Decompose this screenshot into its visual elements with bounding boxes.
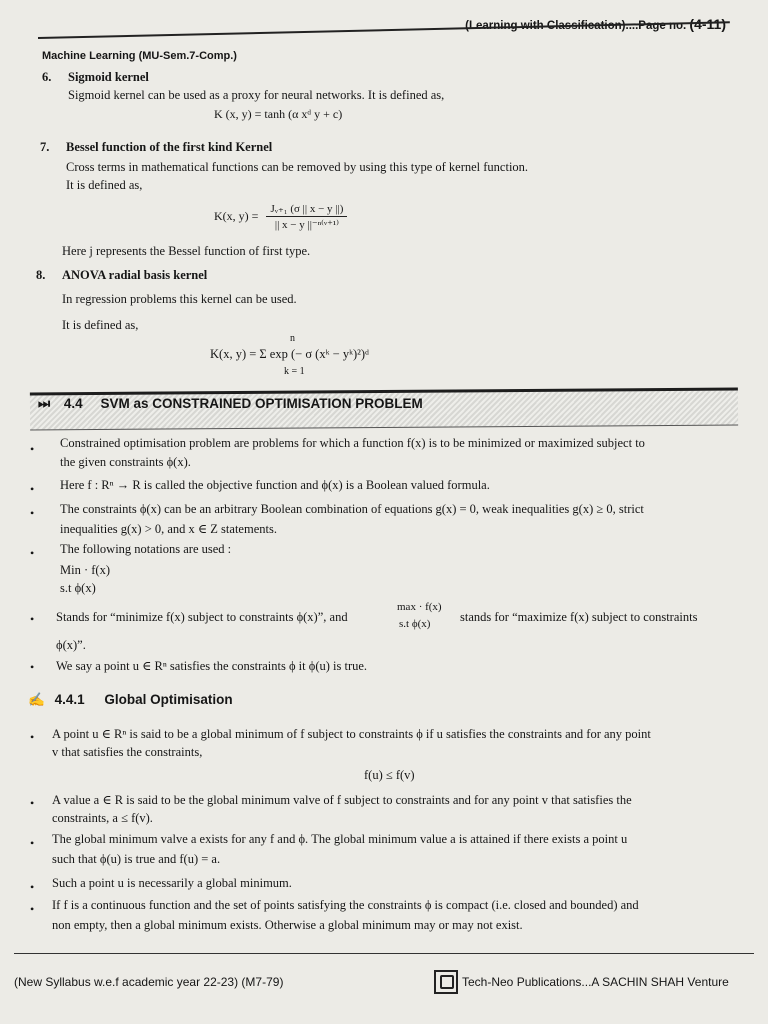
bullet-text: The constraints ϕ(x) can be an arbitrary Boolean combination of equations g(x) = 0, weak inequalities g(x) ≥ 0, strict [60,502,644,516]
footer-rule [14,953,754,954]
bessel-formula [214,202,347,231]
notation-inline: max · f(x) [397,601,442,613]
bullet-text: Stands for “minimize f(x) subject to constraints ϕ(x)”, and [56,610,348,624]
item-title: Sigmoid kernel [68,70,149,84]
bullet-text: A point u ∈ Rⁿ is said to be a global minimum of f subject to constraints ϕ if u satisfies the constraints and for any point [52,727,651,741]
bullet-text: Here f : Rⁿ → R is called the objective function and ϕ(x) is a Boolean valued formula. [60,478,490,492]
bullet-dot: • [30,880,35,894]
inequality: f(u) ≤ f(v) [364,768,415,782]
running-header-left: Machine Learning (MU-Sem.7-Comp.) [42,50,237,62]
paragraph-line: It is defined as, [66,178,143,192]
bullet-text: non empty, then a global minimum exists. Otherwise a global minimum may or may not exist. [52,918,523,932]
section-heading [38,396,423,412]
bullet-text: stands for “maximize f(x) subject to constraints [460,610,698,624]
section-title: SVM as CONSTRAINED OPTIMISATION PROBLEM [100,396,423,411]
footer-right [434,970,729,994]
subsection-number: 4.4.1 [54,692,85,707]
sum-upper-limit: n [290,333,295,344]
paragraph-line: In regression problems this kernel can be used. [62,292,297,306]
bullet-dot: • [30,660,35,674]
bullet-text: such that ϕ(u) is true and f(u) = a. [52,852,221,866]
bullet-text: If f is a continuous function and the set of points satisfying the constraints ϕ is compact (i.e. closed and bounded) and [52,898,639,912]
fraction-denominator: || x − y ||⁻ⁿ⁽ᵛ⁺¹⁾ [274,219,339,231]
bullet-dot: • [30,546,35,560]
bullet-dot: • [30,902,35,916]
bullet-text: The global minimum valve a exists for any f and ϕ. The global minimum value a is attained if there exists a point u [52,832,628,846]
fraction [266,202,347,231]
section-number: 4.4 [63,396,83,411]
notation-line: s.t ϕ(x) [60,581,96,595]
item-number: 6. [42,70,52,84]
writing-hand-icon: ✍ [28,692,45,707]
item-number: 7. [40,140,50,154]
item-title: Bessel function of the first kind Kernel [66,140,273,154]
bullet-text: ϕ(x)”. [56,638,86,652]
bullet-text: The following notations are used : [60,542,232,556]
bullet-text: v that satisfies the constraints, [52,745,203,759]
item-title: ANOVA radial basis kernel [62,268,208,282]
item-number: 8. [36,268,46,282]
formula: K(x, y) = Σ exp (− σ (xᵏ − yᵏ)²)ᵈ [210,347,369,361]
formula-lhs: K(x, y) = [214,209,259,223]
notation-line: Min · f(x) [60,563,110,577]
publisher-name: Tech-Neo Publications...A SACHIN SHAH Venture [462,975,729,989]
paragraph-line: Here j represents the Bessel function of first type. [62,244,311,258]
bullet-dot: • [30,730,35,744]
publisher-logo-icon [434,970,458,994]
bullet-text: the given constraints ϕ(x). [60,455,191,469]
bullet-dot: • [30,442,35,456]
page-number: (4-11) [689,16,726,32]
header-right-text: (Learning with Classification)....Page no. [465,20,687,32]
paragraph-line: Sigmoid kernel can be used as a proxy for neural networks. It is defined as, [68,88,445,102]
subsection-heading [28,692,233,708]
sum-lower-limit: k = 1 [284,366,305,377]
paragraph-line: Cross terms in mathematical functions can be removed by using this type of kernel function. [66,160,529,174]
fraction-numerator: Jᵥ₊₁ (σ || x − y ||) [266,202,347,217]
bullet-dot: • [30,506,35,520]
subsection-title: Global Optimisation [104,692,233,707]
notation-inline: s.t ϕ(x) [399,618,431,630]
fast-forward-icon: ⏭ [38,396,51,411]
bullet-text: constraints, a ≤ f(v). [52,811,153,825]
bullet-text: Constrained optimisation problem are problems for which a function f(x) is to be minimized or maximized subject to [60,436,645,450]
bullet-text: We say a point u ∈ Rⁿ satisfies the constraints ϕ it ϕ(u) is true. [56,659,368,673]
bullet-text: A value a ∈ R is said to be the global minimum valve of f subject to constraints and for any point v that satisfies the [52,793,632,807]
bullet-text: inequalities g(x) > 0, and x ∈ Z statements. [60,522,277,536]
formula: K (x, y) = tanh (α xᵈ y + c) [214,107,343,121]
bullet-dot: • [30,612,35,626]
bullet-dot: • [30,482,35,496]
paragraph-line: It is defined as, [62,318,139,332]
bullet-dot: • [30,836,35,850]
footer-left: (New Syllabus w.e.f academic year 22-23) (M7-79) [14,975,284,989]
bullet-dot: • [30,796,35,810]
bullet-text: Such a point u is necessarily a global minimum. [52,876,292,890]
